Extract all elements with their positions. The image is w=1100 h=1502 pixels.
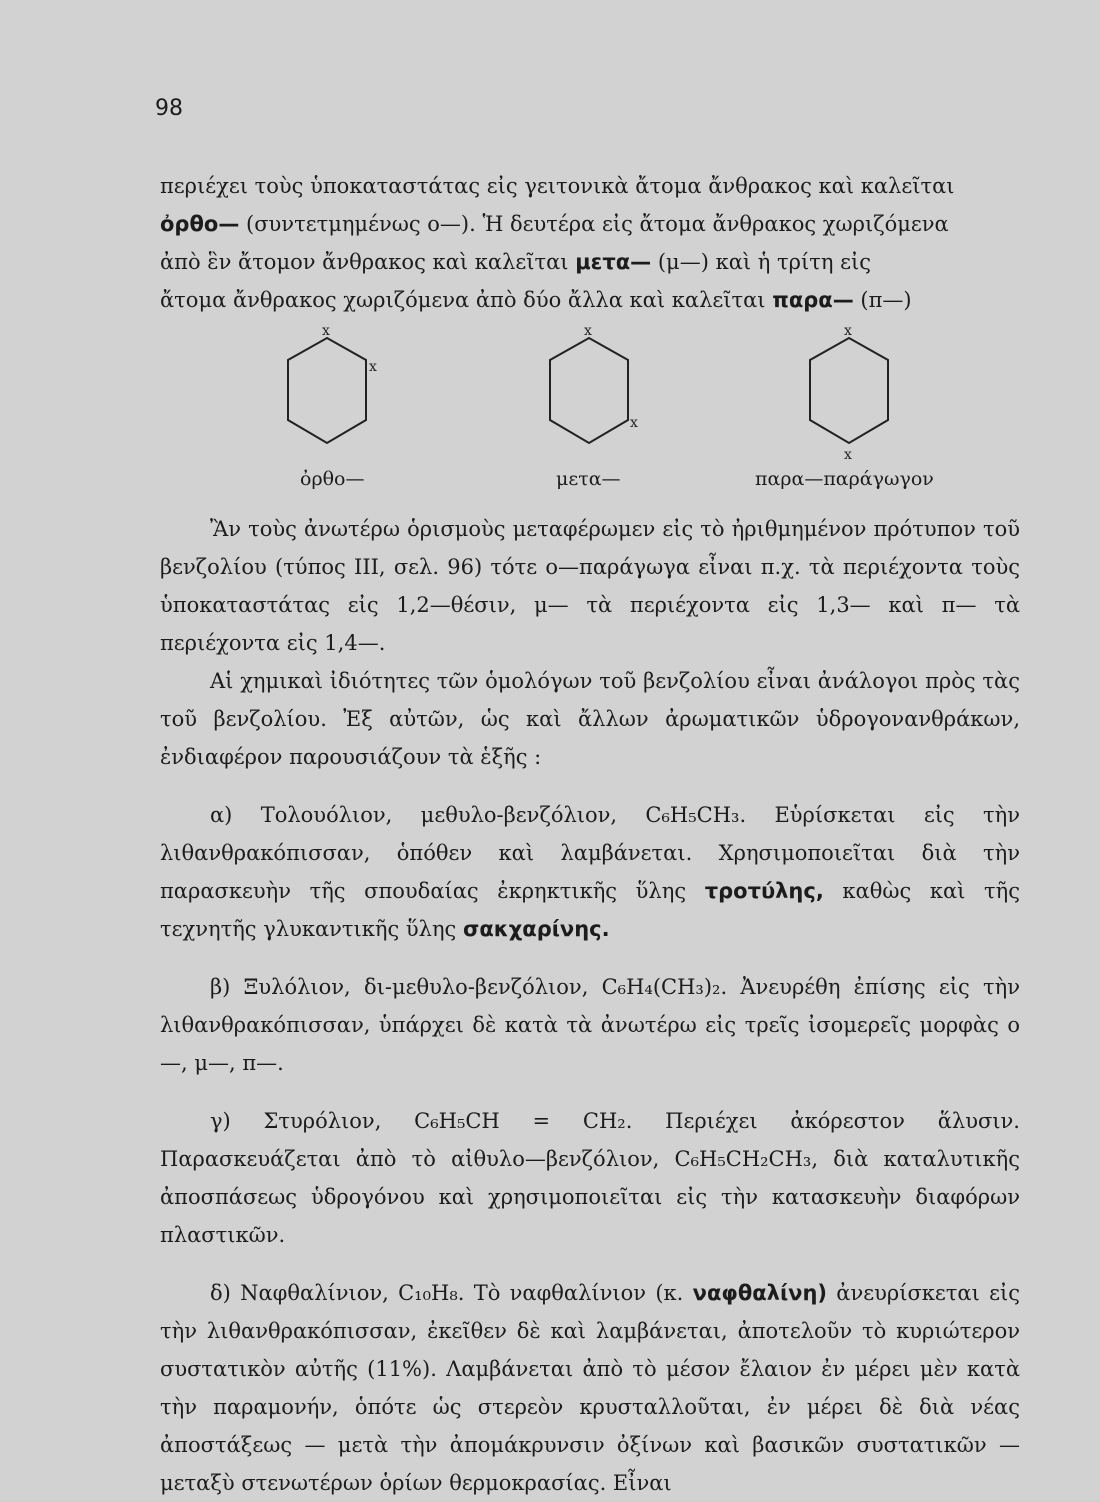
page-number: 98 [155, 96, 183, 121]
intro-line-1: περιέχει τοὺς ὑποκαταστάτας εἰς γειτονικὰ ἄτομα ἄνθρακος καὶ καλεῖται [160, 174, 955, 198]
item-toluene: α) Τολουόλιον, μεθυλο-βενζόλιον, C₆H₅CH₃. Εὑρίσκεται εἰς τὴν λιθανθρακόπισσαν, ὁπόθεν καὶ λαμβάνεται. Χρησιμοποιεῖται διὰ τὴν παρασκευὴν τῆς σπουδαίας ἐκρηκτικῆς ὕλης τροτύλης, καθὼς καὶ τῆς τεχνητῆς γλυκαντικῆς ὕλης σακχαρίνης. [160, 803, 1020, 941]
label-ortho: ὀρθο— [300, 468, 365, 490]
label-para: παρα—παράγωγον [755, 468, 934, 490]
intro-line-4: ἄτομα ἄνθρακος χωριζόμενα ἀπὸ δύο ἄλλα καὶ καλεῖται παρα— (π—) [160, 288, 912, 312]
term-meta: μετα— [575, 250, 652, 274]
term-ortho: ὀρθο— [160, 212, 240, 236]
term-naphthaline: ναφθαλίνη) [692, 1281, 827, 1305]
meta-benzene-ring [550, 338, 628, 443]
substituent-x: x [322, 323, 330, 339]
term-trotyl: τροτύλης, [704, 879, 824, 903]
intro-line-3: ἀπὸ ἓν ἄτομον ἄνθρακος καὶ καλεῖται μετα— (μ—) καὶ ἡ τρίτη εἰς [160, 250, 871, 274]
item-naphthalene: δ) Ναφθαλίνιον, C₁₀H₈. Τὸ ναφθαλίνιον (κ. ναφθαλίνη) ἀνευρίσκεται εἰς τὴν λιθανθρακόπισσαν, ἐκεῖθεν δὲ καὶ λαμβάνεται, ἀποτελοῦν τὸ κυριώτερον συστατικὸν αὐτῆς (11%). Λαμβάνεται ἀπὸ τὸ μέσον ἔλαιον ἐν μέρει μὲν κατὰ τὴν παραμονήν, ὁπότε ὡς στερεὸν κρυσταλλοῦται, ἐν μέρει δὲ διὰ νέας ἀποστάξεως — μετὰ τὴν ἀπομάκρυνσιν ὀξίνων καὶ βασικῶν συστατικῶν — μεταξὺ στενωτέρων ὁρίων θερμοκρασίας. Εἶναι [160, 1281, 1020, 1495]
para-benzene-ring [810, 338, 888, 443]
intro-line-2: ὀρθο— (συντετμημένως ο—). Ἡ δευτέρα εἰς ἄτομα ἄνθρακος χωριζόμενα [160, 212, 949, 236]
paragraph-definitions: Ἂν τοὺς ἀνωτέρω ὁρισμοὺς μεταφέρωμεν εἰς τὸ ἠριθμημένον πρότυπον τοῦ βενζολίου (τύπος III, σελ. 96) τότε ο—παράγωγα εἶναι π.χ. τὰ περιέχοντα τοὺς ὑποκαταστάτας εἰς 1,2—θέσιν, μ— τὰ περιέχοντα εἰς 1,3— καὶ π— τὰ περιέχοντα εἰς 1,4—. [160, 517, 1020, 655]
substituent-x: x [584, 323, 592, 339]
paragraph-homologues: Αἱ χημικαὶ ἰδιότητες τῶν ὁμολόγων τοῦ βενζολίου εἶναι ἀνάλογοι πρὸς τὰς τοῦ βενζολίου. Ἐξ αὐτῶν, ὡς καὶ ἄλλων ἀρωματικῶν ὑδρογονανθράκων, ἐνδιαφέρον παρουσιάζουν τὰ ἑξῆς : [160, 669, 1020, 769]
substituent-x: x [844, 447, 852, 463]
item-styrene: γ) Στυρόλιον, C₆H₅CH = CH₂. Περιέχει ἀκόρεστον ἅλυσιν. Παρασκευάζεται ἀπὸ τὸ αἰθυλο—βενζόλιον, C₆H₅CH₂CH₃, διὰ καταλυτικῆς ἀποσπάσεως ὑδρογόνου καὶ χρησιμοποιεῖται εἰς τὴν κατασκευὴν διαφόρων πλαστικῶν. [160, 1109, 1020, 1247]
substituent-x: x [369, 359, 377, 375]
label-meta: μετα— [556, 468, 621, 490]
term-para: παρα— [772, 288, 854, 312]
substituent-x: x [630, 415, 638, 431]
substituent-x: x [844, 323, 852, 339]
term-saccharin: σακχαρίνης. [463, 917, 610, 941]
ortho-substituents [322, 323, 377, 375]
ortho-benzene-ring [288, 338, 366, 443]
item-xylene: β) Ξυλόλιον, δι-μεθυλο-βενζόλιον, C₆H₄(CH₃)₂. Ἀνευρέθη ἐπίσης εἰς τὴν λιθανθρακόπισσαν, ὑπάρχει δὲ κατὰ τὰ ἀνωτέρω εἰς τρεῖς ἰσομερεῖς μορφὰς ο—, μ—, π—. [160, 975, 1020, 1075]
body-text [160, 510, 1020, 1502]
